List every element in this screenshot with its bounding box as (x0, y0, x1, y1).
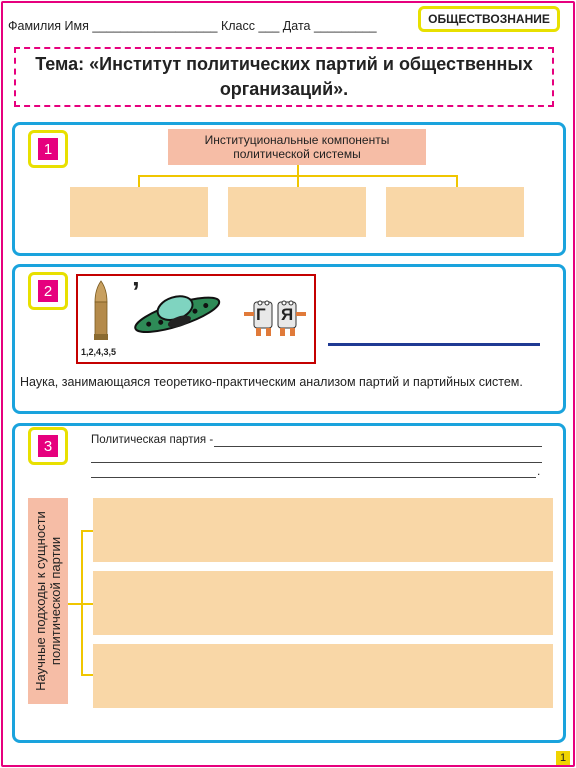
section-1-number: 1 (28, 130, 68, 168)
ufo-icon (130, 286, 222, 336)
component-answer-box[interactable] (228, 187, 366, 237)
connector-line (138, 175, 140, 187)
connector-line (297, 175, 299, 187)
bracket-line (81, 603, 93, 605)
topic-title: Тема: «Институт политических партий и общественных организаций». (14, 47, 554, 107)
definition-end: . (537, 464, 541, 478)
component-answer-box[interactable] (386, 187, 524, 237)
student-info-line: Фамилия Имя __________________ Класс ___ Дата _________ (8, 19, 377, 33)
approach-answer-box[interactable] (93, 498, 553, 562)
rebus-letter: Г (256, 305, 266, 324)
definition-line[interactable] (91, 462, 542, 463)
rebus-letter: Я (281, 305, 294, 324)
approach-answer-box[interactable] (93, 644, 553, 708)
bracket-line (81, 530, 93, 532)
definition-line[interactable] (214, 446, 542, 447)
component-answer-box[interactable] (70, 187, 208, 237)
robot-letters-icon (240, 298, 310, 338)
rebus-caption: 1,2,4,3,5 (81, 347, 117, 357)
bullet-icon (91, 280, 111, 342)
components-header: Институциональные компоненты политической системы (168, 129, 426, 165)
definition-line[interactable] (91, 477, 536, 478)
rebus-comma: ’ (132, 276, 140, 307)
bracket-line (81, 674, 93, 676)
definition-label: Политическая партия - (91, 434, 214, 446)
rebus-question: Наука, занимающаяся теоретико-практическим анализом партий и партийных систем. (20, 375, 523, 389)
bracket-line (68, 603, 82, 605)
section-2-number: 2 (28, 272, 68, 310)
approach-answer-box[interactable] (93, 571, 553, 635)
rebus-answer-line[interactable] (328, 343, 540, 346)
rebus-frame (76, 274, 316, 364)
approaches-label: Научные подходы к сущности политической партии (28, 498, 68, 704)
subject-badge: ОБЩЕСТВОЗНАНИЕ (418, 6, 560, 32)
section-3-number: 3 (28, 427, 68, 465)
connector-line (456, 175, 458, 187)
page-number: 1 (556, 751, 570, 765)
